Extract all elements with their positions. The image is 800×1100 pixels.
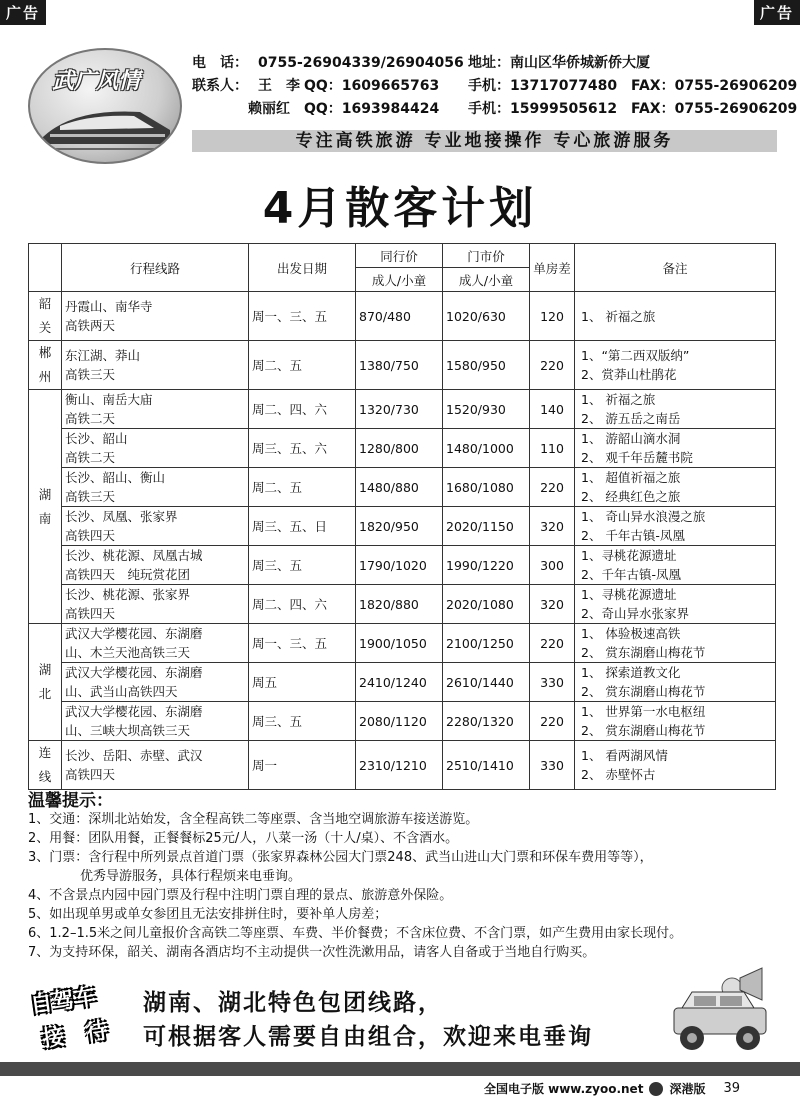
page-number: 39 [723, 1081, 740, 1096]
note-cell [575, 468, 776, 507]
note-header: 备注 [575, 244, 776, 292]
region-cell [29, 624, 62, 741]
note-line-1: 1、 祈福之旅 [581, 308, 656, 324]
route-header: 行程线路 [62, 244, 249, 292]
qq-1: QQ：1609665763 [304, 78, 440, 94]
address: 南山区华侨城新侨大厦 [510, 55, 650, 71]
table-row [29, 546, 776, 585]
single-room-cell: 320 [530, 585, 575, 624]
note-line-1: 1、寻桃花源遗址 [581, 548, 677, 563]
promo-line-1: 湖南、湖北特色包团线路， [143, 990, 443, 1016]
note-line-1: 1、 世界第一水电枢纽 [581, 704, 706, 719]
peer-price-cell: 1480/880 [356, 468, 443, 507]
door-price-cell: 2100/1250 [443, 624, 530, 663]
region-cell [29, 741, 62, 790]
table-row [29, 624, 776, 663]
table-row [29, 390, 776, 429]
address-label: 地址： [468, 55, 510, 71]
note-line-2: 2、奇山异水张家界 [581, 606, 689, 621]
jeep-illustration [664, 960, 774, 1060]
phone-number: 0755-26904339/26904056 [258, 55, 464, 71]
note-line-1: 1、 祈福之旅 [581, 392, 656, 407]
single-room-cell: 220 [530, 624, 575, 663]
single-room-cell: 120 [530, 292, 575, 341]
peer-price-cell: 2410/1240 [356, 663, 443, 702]
peer-price-cell: 1320/730 [356, 390, 443, 429]
peer-price-cell: 1820/880 [356, 585, 443, 624]
table-row [29, 468, 776, 507]
ad-label-right: 广告 [754, 0, 800, 25]
route-cell [62, 468, 249, 507]
route-line-1: 长沙、桃花源、张家界 [65, 587, 191, 602]
page-title: 4月散客计划 [262, 183, 538, 234]
tip-item: 7、为支持环保，韶关、湖南各酒店均不主动提供一次性洗漱用品，请客人自备或于当地自行购买。 [28, 945, 596, 960]
note-line-2: 2、 赏东湖磨山梅花节 [581, 723, 706, 738]
route-cell [62, 702, 249, 741]
table-row [29, 341, 776, 390]
note-line-1: 1、“第二西双版纳” [581, 348, 690, 363]
contact-person-2: 赖丽红 [248, 101, 290, 117]
route-line-1: 东江湖、莽山 [65, 348, 141, 363]
self-drive-badge [24, 984, 134, 1052]
single-room-cell: 320 [530, 507, 575, 546]
table-header-row [29, 244, 776, 268]
tip-item: 3、门票：含行程中所列景点首道门票（张家界森林公园大门票248、武当山进山大门票和环保车费用等等）， [28, 850, 653, 865]
note-line-2: 2、 游五岳之南岳 [581, 411, 681, 426]
region-name: 湖北 [38, 662, 52, 701]
date-cell: 周二、五 [249, 468, 356, 507]
route-line-2: 高铁四天 纯玩赏花团 [65, 567, 191, 582]
badge-line-2: 接 待 [40, 1018, 110, 1053]
company-logo [28, 48, 182, 164]
note-cell [575, 741, 776, 790]
table-row [29, 702, 776, 741]
region-name: 湖南 [38, 486, 52, 526]
single-room-cell: 220 [530, 341, 575, 390]
region-name: 郴州 [38, 345, 52, 384]
note-line-2: 2、千年古镇-凤凰 [581, 567, 681, 582]
route-line-2: 高铁二天 [65, 411, 116, 426]
fax-2: FAX：0755-26906209 [631, 101, 798, 117]
door-price-cell: 1020/630 [443, 292, 530, 341]
route-cell [62, 663, 249, 702]
note-line-2: 2、 赤壁怀古 [581, 767, 656, 782]
date-cell: 周三、五、六 [249, 429, 356, 468]
single-room-cell: 220 [530, 702, 575, 741]
route-line-2: 山、三峡大坝高铁三天 [65, 723, 191, 738]
route-cell [62, 585, 249, 624]
note-line-1: 1、 奇山异水浪漫之旅 [581, 509, 706, 524]
door-price-cell: 1680/1080 [443, 468, 530, 507]
route-line-1: 衡山、南岳大庙 [65, 392, 153, 407]
region-name: 连线 [38, 745, 52, 784]
single-room-cell: 110 [530, 429, 575, 468]
date-cell: 周三、五 [249, 546, 356, 585]
single-room-header: 单房差 [530, 244, 575, 292]
note-cell [575, 390, 776, 429]
route-line-1: 长沙、韶山、衡山 [65, 470, 166, 485]
note-cell [575, 429, 776, 468]
region-name: 韶关 [38, 296, 52, 335]
table-row [29, 585, 776, 624]
ad-label-left: 广告 [0, 0, 46, 25]
peer-price-subheader: 成人/小童 [356, 268, 443, 292]
single-room-cell: 330 [530, 741, 575, 790]
note-line-2: 2、赏莽山杜鹃花 [581, 367, 677, 382]
door-price-cell: 2020/1080 [443, 585, 530, 624]
door-price-cell: 1580/950 [443, 341, 530, 390]
date-cell: 周五 [249, 663, 356, 702]
tips-list [28, 810, 788, 962]
route-line-1: 武汉大学樱花园、东湖磨 [65, 665, 203, 680]
door-price-cell: 2510/1410 [443, 741, 530, 790]
note-line-1: 1、 游韶山滴水洞 [581, 431, 681, 446]
note-line-1: 1、 体验极速高铁 [581, 626, 681, 641]
tip-item: 6、1.2–1.5米之间儿童报价含高铁二等座票、车费、半价餐费；不含床位费、不含门票，如产生费用由家长现付。 [28, 926, 683, 941]
peer-price-cell: 1790/1020 [356, 546, 443, 585]
route-line-1: 武汉大学樱花园、东湖磨 [65, 704, 203, 719]
date-cell: 周一、三、五 [249, 624, 356, 663]
route-line-1: 长沙、韶山 [65, 431, 128, 446]
footer-bar [0, 1062, 800, 1076]
region-cell [29, 341, 62, 390]
route-cell [62, 741, 249, 790]
tip-item: 5、如出现单男或单女参团且无法安排拼住时，要补单人房差； [28, 907, 388, 922]
promo-line-2: 可根据客人需要自由组合，欢迎来电垂询 [143, 1024, 593, 1050]
date-cell: 周二、五 [249, 341, 356, 390]
note-line-1: 1、 探索道教文化 [581, 665, 681, 680]
door-price-cell: 1520/930 [443, 390, 530, 429]
route-line-1: 长沙、桃花源、凤凰古城 [65, 548, 203, 563]
note-cell [575, 624, 776, 663]
door-price-cell: 2020/1150 [443, 507, 530, 546]
tip-item: 4、不含景点内园中园门票及行程中注明门票自理的景点、旅游意外保险。 [28, 888, 453, 903]
route-line-1: 长沙、凤凰、张家界 [65, 509, 178, 524]
single-room-cell: 220 [530, 468, 575, 507]
footer-edition: 深港版 [669, 1082, 706, 1096]
route-line-2: 高铁四天 [65, 528, 116, 543]
note-cell [575, 507, 776, 546]
note-line-2: 2、 赏东湖磨山梅花节 [581, 645, 706, 660]
phone-label: 电 话： [192, 55, 248, 71]
region-header [29, 244, 62, 292]
route-line-2: 山、武当山高铁四天 [65, 684, 178, 699]
note-cell [575, 546, 776, 585]
peer-price-cell: 1900/1050 [356, 624, 443, 663]
door-price-header: 门市价 [443, 244, 530, 268]
fax-1: FAX：0755-26906209 [631, 78, 798, 94]
date-cell: 周一 [249, 741, 356, 790]
route-cell [62, 429, 249, 468]
route-line-1: 长沙、岳阳、赤壁、武汉 [65, 748, 203, 763]
promo-text [143, 986, 593, 1054]
slogan-bar: 专注高铁旅游 专业地接操作 专心旅游服务 [192, 130, 777, 152]
date-header: 出发日期 [249, 244, 356, 292]
qq-2: QQ：1693984424 [304, 101, 440, 117]
tip-item: 1、交通：深圳北站始发，含全程高铁二等座票、含当地空调旅游车接送游览。 [28, 812, 479, 827]
peer-price-cell: 1820/950 [356, 507, 443, 546]
route-cell [62, 390, 249, 429]
tip-item-continued: 优秀导游服务，具体行程烦来电垂询。 [80, 869, 302, 884]
route-line-2: 高铁四天 [65, 767, 116, 782]
note-cell [575, 663, 776, 702]
peer-price-cell: 1380/750 [356, 341, 443, 390]
route-cell [62, 292, 249, 341]
table-row [29, 507, 776, 546]
door-price-subheader: 成人/小童 [443, 268, 530, 292]
peer-price-cell: 2310/1210 [356, 741, 443, 790]
single-room-cell: 300 [530, 546, 575, 585]
note-line-1: 1、 超值祈福之旅 [581, 470, 681, 485]
note-line-1: 1、 看两湖风情 [581, 748, 668, 763]
route-cell [62, 546, 249, 585]
date-cell: 周三、五 [249, 702, 356, 741]
door-price-cell: 2280/1320 [443, 702, 530, 741]
region-cell [29, 390, 62, 624]
single-room-cell: 140 [530, 390, 575, 429]
table-row [29, 663, 776, 702]
table-row [29, 429, 776, 468]
date-cell: 周二、四、六 [249, 585, 356, 624]
note-cell [575, 585, 776, 624]
mobile-2: 手机：15999505612 [468, 101, 618, 117]
mobile-1: 手机：13717077480 [468, 78, 618, 94]
tips-title: 温馨提示： [28, 791, 113, 811]
door-price-cell: 2610/1440 [443, 663, 530, 702]
note-line-2: 2、 千年古镇-凤凰 [581, 528, 685, 543]
route-cell [62, 507, 249, 546]
door-price-cell: 1990/1220 [443, 546, 530, 585]
peer-price-cell: 2080/1120 [356, 702, 443, 741]
route-line-1: 丹霞山、南华寺 [65, 299, 153, 314]
door-price-cell: 1480/1000 [443, 429, 530, 468]
note-cell [575, 702, 776, 741]
route-line-2: 高铁四天 [65, 606, 116, 621]
route-line-2: 高铁两天 [65, 318, 116, 333]
peer-price-cell: 1280/800 [356, 429, 443, 468]
train-icon [30, 100, 180, 160]
note-line-2: 2、 经典红色之旅 [581, 489, 681, 504]
table-row [29, 292, 776, 341]
route-line-2: 高铁三天 [65, 489, 116, 504]
date-cell: 周三、五、日 [249, 507, 356, 546]
table-row [29, 741, 776, 790]
note-line-1: 1、寻桃花源遗址 [581, 587, 677, 602]
badge-line-1: 自驾车 [28, 984, 98, 1019]
note-line-2: 2、 观千年岳麓书院 [581, 450, 693, 465]
globe-icon [649, 1082, 663, 1096]
peer-price-cell: 870/480 [356, 292, 443, 341]
contact-person-1: 王 李 [258, 78, 300, 94]
peer-price-header: 同行价 [356, 244, 443, 268]
region-cell [29, 292, 62, 341]
route-line-2: 山、木兰天池高铁三天 [65, 645, 191, 660]
note-cell [575, 292, 776, 341]
tour-plan-table [28, 243, 776, 790]
tip-item: 2、用餐：团队用餐，正餐餐标25元/人，八菜一汤（十人/桌）、不含酒水。 [28, 831, 459, 846]
date-cell: 周一、三、五 [249, 292, 356, 341]
contact-block [192, 52, 797, 121]
logo-text: 武广风情 [52, 69, 141, 94]
contacts-label: 联系人： [192, 78, 248, 94]
note-cell [575, 341, 776, 390]
route-cell [62, 624, 249, 663]
route-cell [62, 341, 249, 390]
route-line-1: 武汉大学樱花园、东湖磨 [65, 626, 203, 641]
note-line-2: 2、 赏东湖磨山梅花节 [581, 684, 706, 699]
single-room-cell: 330 [530, 663, 575, 702]
date-cell: 周二、四、六 [249, 390, 356, 429]
route-line-2: 高铁二天 [65, 450, 116, 465]
route-line-2: 高铁三天 [65, 367, 116, 382]
footer-site: 全国电子版 www.zyoo.net [483, 1082, 644, 1096]
footer [484, 1080, 740, 1097]
